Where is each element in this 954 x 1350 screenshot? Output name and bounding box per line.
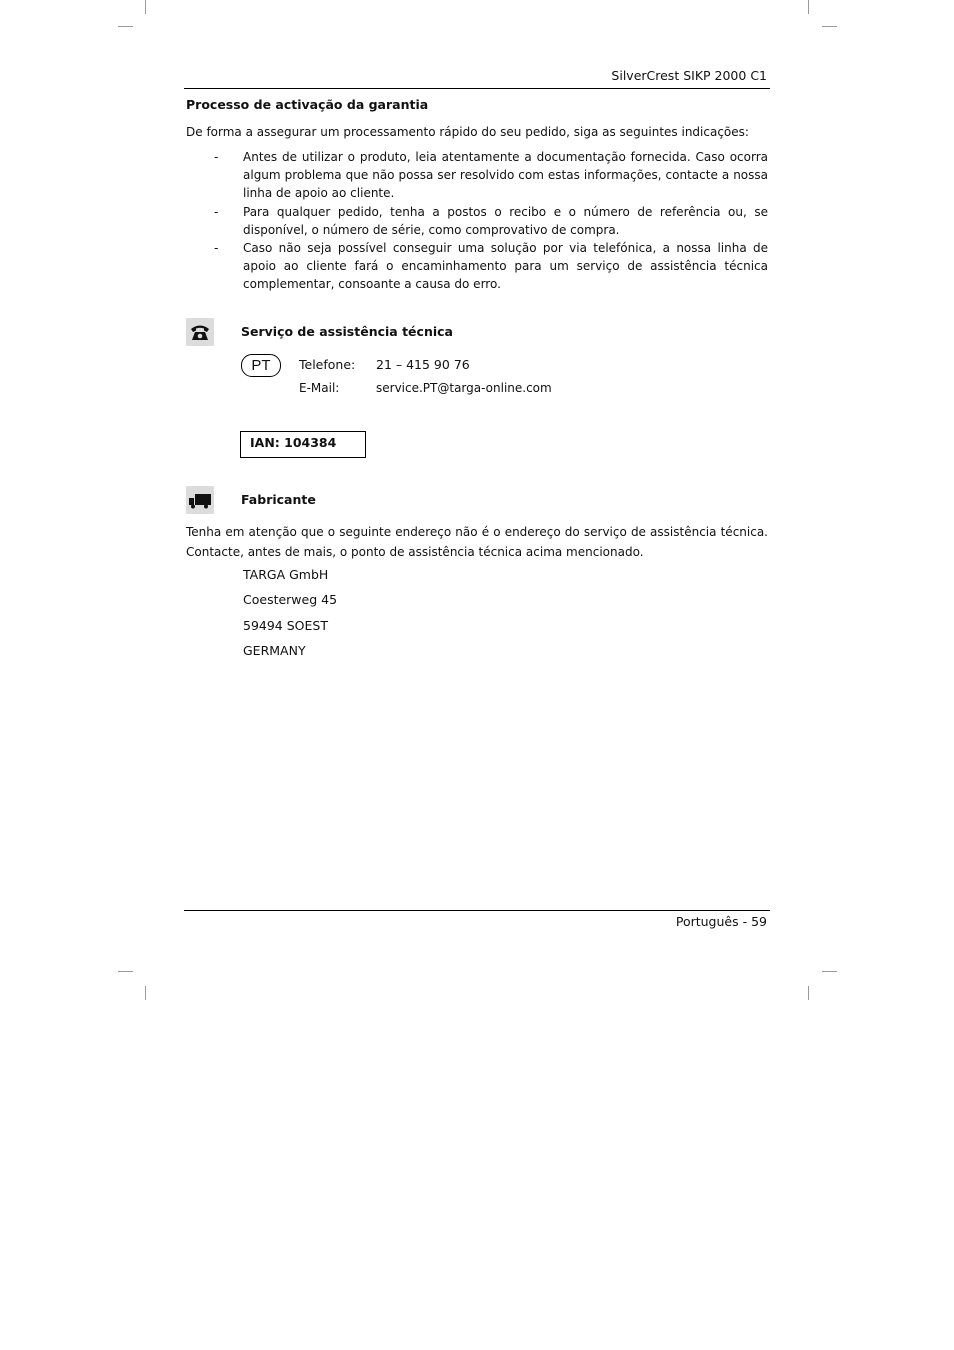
list-item — [186, 239, 768, 293]
footer-rule — [184, 910, 770, 911]
crop-mark — [118, 26, 133, 27]
header-rule — [184, 88, 770, 89]
service-title: Serviço de assistência técnica — [241, 324, 453, 339]
crop-mark — [808, 986, 809, 1000]
crop-mark — [145, 0, 146, 14]
ian-box: IAN: 104384 — [240, 431, 366, 458]
telephone-icon — [186, 318, 214, 346]
bullet-dash: - — [214, 241, 219, 255]
crop-mark — [822, 971, 837, 972]
address-line: TARGA GmbH — [243, 567, 329, 582]
warranty-intro: De forma a assegurar um processamento rápido do seu pedido, siga as seguintes indicações: — [186, 125, 749, 139]
page-number: Português - 59 — [675, 914, 767, 929]
crop-mark — [822, 26, 837, 27]
bullet-text: Caso não seja possível conseguir uma solução por via telefónica, a nossa linha de apoio ao cliente fará o encaminhamento para um serviço de assistência técnica complementar, consoante a causa do erro. — [243, 241, 768, 291]
country-badge: PT — [241, 354, 281, 377]
phone-value: 21 – 415 90 76 — [376, 357, 470, 372]
list-item — [186, 148, 768, 202]
crop-mark — [145, 986, 146, 1000]
list-item — [186, 203, 768, 239]
bullet-dash: - — [214, 205, 219, 219]
crop-mark — [808, 0, 809, 14]
email-value[interactable]: service.PT@targa-online.com — [376, 381, 552, 395]
bullet-dash: - — [214, 150, 219, 164]
email-label: E-Mail: — [299, 381, 340, 395]
phone-label: Telefone: — [299, 357, 356, 372]
bullet-text: Antes de utilizar o produto, leia atentamente a documentação fornecida. Caso ocorra algum problema que não possa ser resolvido com estas informações, contacte a nossa linha de apoio ao cliente. — [243, 150, 768, 200]
bullet-text: Para qualquer pedido, tenha a postos o recibo e o número de referência ou, se disponível, o número de série, como comprovativo de compra. — [243, 205, 768, 237]
crop-mark — [118, 971, 133, 972]
address-line: 59494 SOEST — [243, 618, 328, 633]
truck-icon — [186, 486, 214, 514]
header-product: SilverCrest SIKP 2000 C1 — [611, 68, 767, 83]
address-line: GERMANY — [243, 643, 306, 658]
warranty-title: Processo de activação da garantia — [186, 97, 429, 112]
manufacturer-title: Fabricante — [241, 492, 316, 507]
manufacturer-note: Tenha em atenção que o seguinte endereço não é o endereço do serviço de assistência técnica. Contacte, antes de mais, o ponto de assistência técnica acima mencionado. — [186, 525, 768, 559]
address-line: Coesterweg 45 — [243, 592, 338, 607]
